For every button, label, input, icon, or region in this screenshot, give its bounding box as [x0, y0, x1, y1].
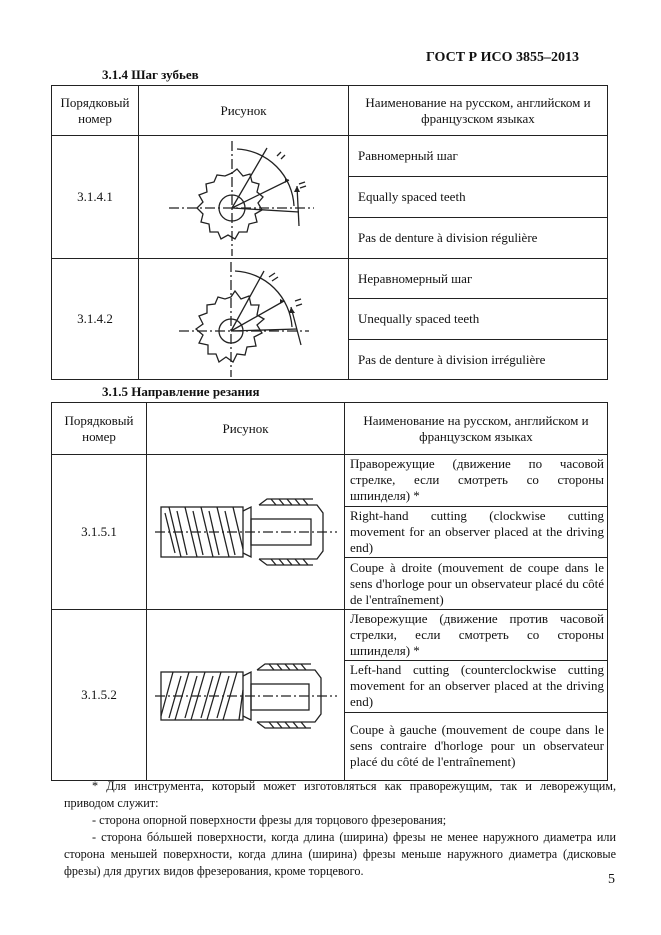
- col-header-name: Наименование на русском, английском и французском языках: [349, 86, 608, 136]
- tooth-pitch-table: [51, 85, 608, 380]
- figure-left-hand: [147, 610, 345, 781]
- footnote-line: - сторона бóльшей поверхности, когда длина (ширина) фрезы не менее наружного диаметра или сторона меньшей поверхности, когда длина (ширина) фрезы меньше наружного диаметра (дисковые фрезы) для других видов фрезерования, кроме торцевого.: [64, 830, 616, 878]
- row-number: 3.1.5.2: [52, 610, 147, 781]
- left-hand-cutter-drawing: [147, 610, 345, 780]
- table-header-row: [52, 403, 608, 455]
- section-title-tooth-pitch: 3.1.4 Шаг зубьев: [102, 67, 199, 82]
- figure-unequal-pitch: [139, 259, 349, 380]
- col-header-figure: Рисунок: [139, 86, 349, 136]
- table-row: [52, 136, 608, 177]
- name-ru: Неравномерный шаг: [349, 259, 608, 299]
- name-fr: Pas de denture à division irrégulière: [349, 340, 608, 380]
- page-number: 5: [608, 872, 615, 887]
- name-ru: Леворежущие (движение против часовой стрелки, если смотреть со стороны шпинделя) *: [345, 610, 608, 661]
- name-ru: Праворежущие (движение по часовой стрелке, если смотреть со стороны шпинделя) *: [345, 455, 608, 507]
- table-row: [52, 455, 608, 507]
- document-header: ГОСТ Р ИСО 3855–2013: [425, 50, 579, 65]
- col-header-number: Порядковый номер: [52, 403, 147, 455]
- footnote-line: * Для инструмента, который может изготовляться как праворежущим, так и леворежущим, приводом служит:: [64, 779, 616, 810]
- name-fr: Coupe à gauche (mouvement de coupe dans le sens contraire d'horloge pour un observateur placé du côté de l'entraînement): [345, 712, 608, 780]
- figure-right-hand: [147, 455, 345, 610]
- figure-equal-pitch: [139, 136, 349, 259]
- table-row: [52, 259, 608, 299]
- equal-pitch-cutter-drawing: [139, 136, 349, 258]
- col-header-figure: Рисунок: [147, 403, 345, 455]
- unequal-pitch-cutter-drawing: [139, 259, 349, 379]
- name-en: Unequally spaced teeth: [349, 299, 608, 340]
- name-fr: Pas de denture à division régulière: [349, 218, 608, 259]
- row-number: 3.1.5.1: [52, 455, 147, 610]
- right-hand-cutter-drawing: [147, 455, 345, 609]
- cutting-direction-table: [51, 402, 608, 781]
- name-en: Right-hand cutting (clockwise cutting movement for an observer placed at the driving end): [345, 506, 608, 558]
- name-fr: Coupe à droite (mouvement de coupe dans le sens d'horloge pour un observateur placé du côté de l'entraînement): [345, 558, 608, 610]
- col-header-number: Порядковый номер: [52, 86, 139, 136]
- name-en: Left-hand cutting (counterclockwise cutting movement for an observer placed at the driving end): [345, 661, 608, 712]
- section-title-cutting-direction: 3.1.5 Направление резания: [102, 384, 260, 399]
- row-number: 3.1.4.1: [52, 136, 139, 259]
- name-en: Equally spaced teeth: [349, 177, 608, 218]
- footnote: [64, 778, 616, 880]
- col-header-name: Наименование на русском, английском и французском языках: [345, 403, 608, 455]
- table-header-row: [52, 86, 608, 136]
- name-ru: Равномерный шаг: [349, 136, 608, 177]
- table-row: [52, 610, 608, 661]
- footnote-line: - сторона опорной поверхности фрезы для торцового фрезерования;: [92, 813, 447, 827]
- row-number: 3.1.4.2: [52, 259, 139, 380]
